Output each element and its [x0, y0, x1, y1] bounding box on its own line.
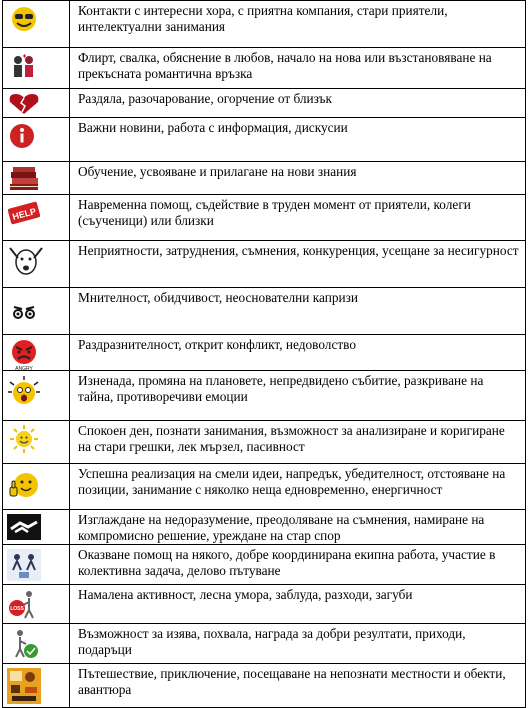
row-text: Спокоен ден, познати занимания, възможност за анализиране и коригиране на стари грешки, лек мързел, пасивност [70, 421, 526, 464]
table-row [3, 464, 526, 510]
table-row [3, 118, 526, 162]
svg-text:ANGRY: ANGRY [15, 366, 33, 371]
icon-cell [3, 421, 70, 464]
svg-text:LOSS: LOSS [10, 606, 24, 612]
row-text: Изненада, промяна на плановете, непредвидено събитие, разкриване на тайна, противоречиви емоции [70, 371, 526, 421]
help-key-icon [6, 198, 42, 228]
row-text: Възможност за изява, похвала, награда за добри резултати, приходи, подаръци [70, 624, 526, 664]
table-row [3, 510, 526, 545]
couple-flirt-icon [6, 51, 42, 81]
thumbs-up-smiley-icon [6, 467, 42, 503]
surprised-face-icon [6, 374, 42, 410]
table-row [3, 89, 526, 118]
row-text: Успешна реализация на смели идеи, напредък, убедителност, отстояване на позиции, занимание с няколко неща едновременно, енергичност [70, 464, 526, 510]
icon-cell [3, 585, 70, 624]
row-text: Обучение, усвояване и прилагане на нови знания [70, 162, 526, 195]
reward-figure-icon [6, 627, 42, 661]
loss-figure-icon [6, 588, 42, 622]
svg-text:HELP: HELP [11, 206, 38, 222]
icon-cell [3, 241, 70, 288]
icon-cell [3, 1, 70, 48]
broken-heart-icon [6, 92, 42, 116]
icon-cell [3, 510, 70, 545]
suspicious-eyes-icon [6, 296, 42, 326]
row-text: Оказване помощ на някого, добре координирана екипна работа, участие в колективна задача, делово пътуване [70, 545, 526, 585]
table-row [3, 195, 526, 241]
icon-cell [3, 288, 70, 335]
row-text: Изглаждане на недоразумение, преодоляване на съмнения, намиране на компромисно решение, уреждане на стар спор [70, 510, 526, 545]
row-text: Пътешествие, приключение, посещаване на непознати местности и обекти, авантюра [70, 664, 526, 708]
icon-cell [3, 118, 70, 162]
row-text: Раздяла, разочарование, огорчение от близък [70, 89, 526, 118]
table-row [3, 48, 526, 89]
table-row [3, 545, 526, 585]
icon-cell [3, 195, 70, 241]
stressed-face-icon [6, 244, 46, 280]
table-row [3, 1, 526, 48]
icon-cell [3, 89, 70, 118]
icon-cell [3, 624, 70, 664]
row-text: Раздразнителност, открит конфликт, недоволство [70, 335, 526, 371]
table-row [3, 335, 526, 371]
table-row [3, 371, 526, 421]
table-row [3, 585, 526, 624]
meaning-table [2, 0, 526, 708]
icon-cell [3, 371, 70, 421]
row-text: Неприятности, затруднения, съмнения, конкуренция, усещане за несигурност [70, 241, 526, 288]
table-row [3, 162, 526, 195]
angry-face-icon [6, 338, 42, 371]
row-text: Важни новини, работа с информация, дискусии [70, 118, 526, 162]
icon-cell [3, 464, 70, 510]
sun-icon [6, 424, 42, 454]
row-text: Контакти с интересни хора, с приятна компания, стари приятели, интелектуални занимания [70, 1, 526, 48]
row-text: Намалена активност, лесна умора, заблуда, разходи, загуби [70, 585, 526, 624]
icon-cell [3, 162, 70, 195]
sunglasses-smiley-icon [6, 4, 42, 34]
icon-cell [3, 48, 70, 89]
icon-cell [3, 545, 70, 585]
info-icon [6, 121, 42, 151]
teamwork-icon [6, 548, 42, 582]
handshake-icon [6, 513, 42, 541]
table-row [3, 421, 526, 464]
table-row [3, 624, 526, 664]
table-row [3, 288, 526, 335]
row-text: Флирт, свалка, обяснение в любов, начало на нова или възстановяване на прекъсната романтична връзка [70, 48, 526, 89]
travel-collage-icon [6, 667, 42, 705]
row-text: Мнителност, обидчивост, неоснователни капризи [70, 288, 526, 335]
row-text: Навременна помощ, съдействие в труден момент от приятели, колеги (съученици) или близки [70, 195, 526, 241]
table-row [3, 241, 526, 288]
books-icon [6, 165, 42, 193]
icon-cell [3, 335, 70, 371]
